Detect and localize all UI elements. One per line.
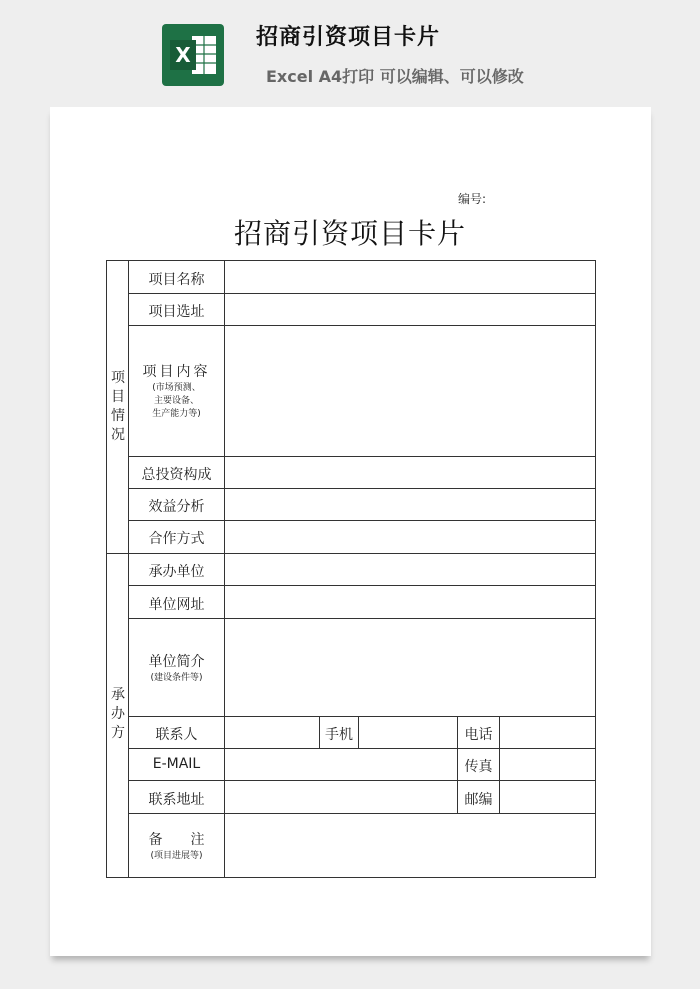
contact-address-field[interactable] (225, 781, 457, 813)
label-contact-person: 联系人 (155, 727, 198, 743)
unit-intro-field[interactable] (225, 619, 595, 716)
label-email: E-MAIL (152, 756, 201, 772)
excel-logo-icon (162, 24, 224, 86)
cooperation-mode-field[interactable] (225, 521, 595, 553)
project-name-field[interactable] (225, 261, 595, 293)
label-postcode: 邮编 (464, 792, 493, 808)
contact-person-field[interactable] (225, 717, 319, 748)
label-contact-address: 联系地址 (148, 792, 205, 808)
benefit-analysis-field[interactable] (225, 489, 595, 520)
label-mobile: 手机 (325, 727, 353, 743)
total-investment-field[interactable] (225, 457, 595, 488)
label-remarks: 备 注 (148, 832, 205, 848)
label-cooperation-mode: 合作方式 (148, 531, 205, 547)
undertaking-unit-field[interactable] (225, 554, 595, 585)
remarks-field[interactable] (225, 814, 595, 877)
label-undertaking-unit: 承办单位 (148, 564, 205, 580)
group-label-undertaker: 承办方 (111, 687, 125, 741)
project-site-field[interactable] (225, 294, 595, 325)
project-content-field[interactable] (225, 326, 595, 456)
note-project-content-2: 主要设备、 (153, 396, 199, 406)
app-subtitle: Excel A4打印 可以编辑、可以修改 (266, 67, 524, 86)
note-project-content-3: 生产能力等) (152, 409, 201, 419)
label-benefit-analysis: 效益分析 (148, 499, 205, 515)
label-phone: 电话 (464, 727, 493, 743)
document-title: 招商引资项目卡片 (233, 217, 466, 250)
phone-field[interactable] (500, 717, 595, 748)
label-fax: 传真 (464, 759, 493, 775)
postcode-field[interactable] (500, 781, 595, 813)
project-card-form (106, 260, 596, 878)
app-title: 招商引资项目卡片 (256, 25, 441, 50)
email-field[interactable] (225, 749, 457, 780)
logo-letter: X (175, 43, 191, 67)
note-remarks: (项目进展等) (150, 851, 203, 861)
fax-field[interactable] (500, 749, 595, 780)
group-label-project-info: 项目情况 (111, 370, 125, 443)
label-project-content: 项目内容 (142, 364, 211, 380)
label-unit-intro: 单位简介 (148, 654, 205, 670)
note-unit-intro: (建设条件等) (150, 673, 203, 683)
mobile-field[interactable] (359, 717, 457, 748)
serial-number-label: 编号: (458, 192, 487, 206)
label-unit-website: 单位网址 (148, 597, 205, 613)
label-project-site: 项目选址 (148, 304, 205, 320)
note-project-content-1: (市场预测、 (152, 383, 201, 393)
unit-website-field[interactable] (225, 586, 595, 618)
label-total-investment: 总投资构成 (141, 467, 212, 483)
label-project-name: 项目名称 (148, 272, 205, 288)
